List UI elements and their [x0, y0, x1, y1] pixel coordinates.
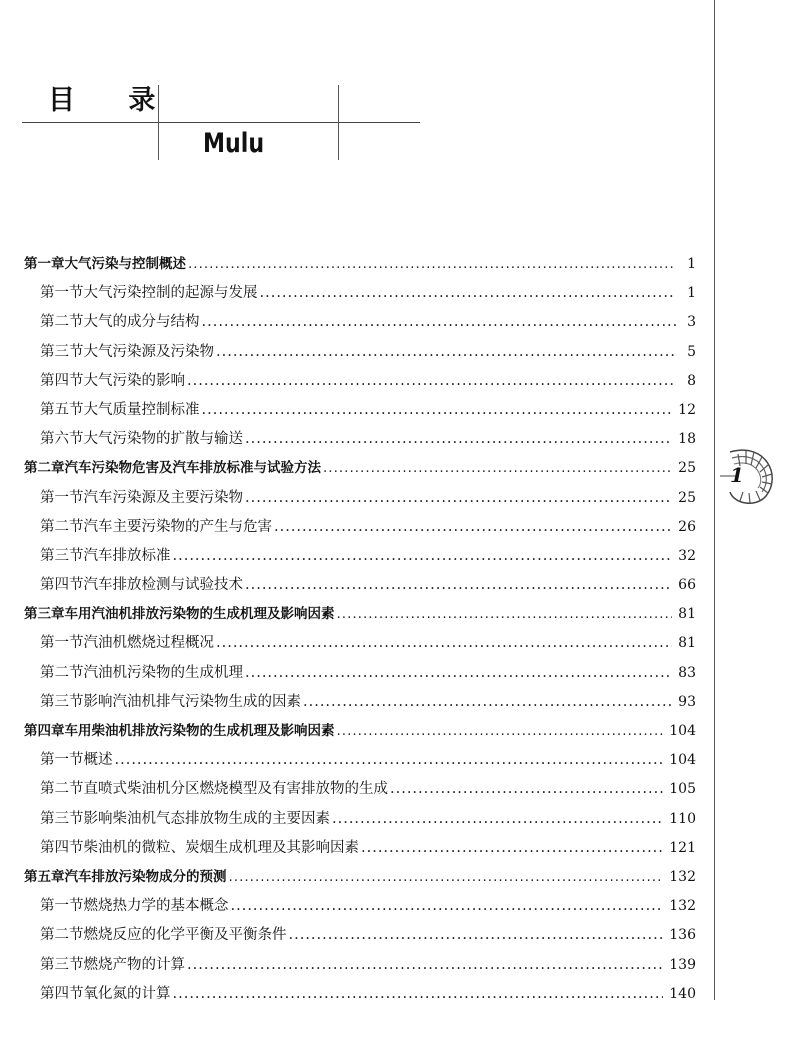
toc-section-entry[interactable] — [20, 513, 696, 542]
dot-leader — [274, 513, 672, 542]
toc-entry-title: 汽车污染物危害及汽车排放标准与试验方法 — [64, 460, 321, 477]
toc-entry-page: 136 — [669, 927, 696, 944]
toc-section-entry[interactable] — [20, 484, 696, 513]
toc-entry-page: 18 — [678, 431, 696, 448]
toc-section-entry[interactable] — [20, 396, 696, 425]
dot-leader — [202, 396, 673, 425]
shell-ornament-icon — [720, 450, 772, 503]
toc-entry-page: 81 — [678, 606, 696, 623]
toc-section-entry[interactable] — [20, 629, 696, 658]
page-title: 目 录 — [48, 85, 178, 116]
toc-entry-title: 汽车主要污染物的产生与危害 — [83, 518, 272, 535]
toc-entry-page: 132 — [669, 898, 696, 915]
dot-leader — [323, 454, 672, 483]
toc-entry-title: 汽油机燃烧过程概况 — [83, 635, 214, 652]
toc-entry-title: 概述 — [83, 752, 113, 769]
toc-entry-number: 第一章 — [24, 256, 65, 272]
toc-section-entry[interactable] — [20, 571, 696, 600]
toc-entry-title: 车用汽油机排放污染物的生成机理及影响因素 — [64, 606, 335, 623]
toc-section-entry[interactable] — [20, 775, 696, 804]
toc-entry-page: 25 — [678, 460, 696, 477]
toc-chapter-entry[interactable] — [20, 250, 696, 279]
toc-entry-page: 5 — [687, 343, 696, 360]
toc-entry-number: 第二节 — [40, 927, 84, 944]
dot-leader — [216, 629, 672, 658]
page-number-badge — [716, 446, 776, 506]
toc-entry-title: 大气的成分与结构 — [83, 314, 200, 331]
dot-leader — [245, 659, 672, 688]
toc-section-entry[interactable] — [20, 688, 696, 717]
toc-section-entry[interactable] — [20, 367, 696, 396]
page-subtitle: Mulu — [203, 128, 265, 159]
toc-entry-page: 132 — [669, 868, 696, 885]
dot-leader — [229, 863, 664, 892]
toc-entry-number: 第四节 — [40, 839, 84, 856]
toc-entry-page: 110 — [669, 810, 696, 827]
table-of-contents — [20, 250, 696, 1009]
toc-entry-number: 第一节 — [40, 898, 84, 915]
toc-entry-number: 第二节 — [40, 781, 84, 798]
dot-leader — [289, 921, 664, 950]
toc-entry-number: 第三节 — [40, 547, 84, 564]
toc-entry-title: 大气污染与控制概述 — [64, 256, 186, 272]
toc-section-entry[interactable] — [20, 308, 696, 337]
toc-entry-title: 汽车排放污染物成分的预测 — [64, 868, 227, 885]
toc-entry-number: 第二节 — [40, 664, 84, 681]
dot-leader — [216, 338, 676, 367]
dot-leader — [115, 746, 664, 775]
toc-entry-number: 第四节 — [40, 372, 84, 389]
toc-entry-number: 第三节 — [40, 956, 84, 973]
toc-entry-title: 氧化氮的计算 — [83, 985, 171, 1002]
toc-entry-number: 第一节 — [40, 752, 84, 769]
dot-leader — [303, 688, 672, 717]
toc-entry-page: 8 — [687, 372, 696, 389]
toc-entry-page: 104 — [669, 723, 696, 739]
toc-section-entry[interactable] — [20, 834, 696, 863]
toc-section-entry[interactable] — [20, 921, 696, 950]
toc-entry-page: 104 — [669, 752, 696, 769]
dot-leader — [245, 571, 672, 600]
toc-entry-title: 柴油机的微粒、炭烟生成机理及其影响因素 — [83, 839, 359, 856]
toc-chapter-entry[interactable] — [20, 600, 696, 629]
toc-entry-number: 第四章 — [24, 723, 65, 739]
toc-section-entry[interactable] — [20, 892, 696, 921]
toc-entry-title: 影响柴油机气态排放物生成的主要因素 — [83, 810, 330, 827]
toc-entry-title: 汽车排放标准 — [83, 547, 171, 564]
dot-leader — [337, 717, 664, 746]
toc-entry-number: 第五节 — [40, 401, 84, 418]
toc-entry-page: 93 — [678, 693, 696, 710]
dot-leader — [188, 250, 676, 279]
toc-chapter-entry[interactable] — [20, 454, 696, 483]
toc-entry-number: 第一节 — [40, 489, 84, 506]
toc-entry-title: 车用柴油机排放污染物的生成机理及影响因素 — [64, 723, 335, 739]
toc-entry-page: 121 — [669, 839, 696, 856]
toc-section-entry[interactable] — [20, 542, 696, 571]
toc-entry-page: 12 — [678, 401, 696, 418]
toc-section-entry[interactable] — [20, 805, 696, 834]
toc-entry-page: 140 — [669, 985, 696, 1002]
dot-leader — [173, 980, 664, 1009]
dot-leader — [260, 279, 677, 308]
toc-entry-title: 直喷式柴油机分区燃烧模型及有害排放物的生成 — [83, 781, 388, 798]
header-divider-right — [338, 85, 339, 160]
toc-entry-page: 66 — [678, 577, 696, 594]
dot-leader — [202, 308, 677, 337]
page-edge-rule — [714, 0, 715, 1000]
toc-entry-number: 第一节 — [40, 285, 84, 302]
toc-entry-title: 汽车排放检测与试验技术 — [83, 577, 243, 594]
dot-leader — [231, 892, 664, 921]
dot-leader — [361, 834, 663, 863]
toc-entry-page: 25 — [678, 489, 696, 506]
toc-entry-number: 第一节 — [40, 635, 84, 652]
toc-entry-title: 燃烧反应的化学平衡及平衡条件 — [83, 927, 287, 944]
toc-entry-number: 第四节 — [40, 577, 84, 594]
toc-entry-page: 32 — [678, 547, 696, 564]
toc-chapter-entry[interactable] — [20, 863, 696, 892]
toc-entry-number: 第五章 — [24, 868, 65, 885]
toc-entry-page: 139 — [669, 956, 696, 973]
toc-section-entry[interactable] — [20, 659, 696, 688]
toc-section-entry[interactable] — [20, 980, 696, 1009]
toc-entry-number: 第四节 — [40, 985, 84, 1002]
toc-entry-page: 1 — [687, 285, 696, 302]
toc-chapter-entry[interactable] — [20, 717, 696, 746]
toc-entry-title: 影响汽油机排气污染物生成的因素 — [83, 693, 301, 710]
toc-entry-title: 燃烧产物的计算 — [83, 956, 185, 973]
toc-entry-number: 第二节 — [40, 314, 84, 331]
page-number: 1 — [730, 463, 744, 487]
dot-leader — [187, 367, 676, 396]
toc-entry-number: 第三节 — [40, 693, 84, 710]
toc-entry-number: 第六节 — [40, 431, 84, 448]
dot-leader — [332, 805, 663, 834]
toc-entry-page: 105 — [669, 781, 696, 798]
dot-leader — [173, 542, 673, 571]
toc-entry-page: 3 — [687, 314, 696, 331]
dot-leader — [337, 600, 673, 629]
dot-leader — [187, 951, 663, 980]
toc-entry-page: 26 — [678, 518, 696, 535]
dot-leader — [245, 484, 672, 513]
toc-entry-number: 第三节 — [40, 343, 84, 360]
toc-entry-title: 汽油机污染物的生成机理 — [83, 664, 243, 681]
toc-entry-number: 第二章 — [24, 460, 65, 477]
toc-section-entry[interactable] — [20, 425, 696, 454]
toc-entry-page: 1 — [687, 256, 696, 272]
toc-section-entry[interactable] — [20, 746, 696, 775]
toc-entry-number: 第三节 — [40, 810, 84, 827]
toc-entry-title: 大气污染源及污染物 — [83, 343, 214, 360]
toc-entry-title: 大气污染的影响 — [83, 372, 185, 389]
toc-entry-title: 燃烧热力学的基本概念 — [83, 898, 229, 915]
toc-entry-page: 81 — [678, 635, 696, 652]
toc-section-entry[interactable] — [20, 951, 696, 980]
toc-section-entry[interactable] — [20, 338, 696, 367]
toc-entry-title: 大气污染物的扩散与输送 — [83, 431, 243, 448]
toc-entry-title: 大气质量控制标准 — [83, 401, 200, 418]
toc-entry-number: 第三章 — [24, 606, 65, 623]
toc-section-entry[interactable] — [20, 279, 696, 308]
dot-leader — [245, 425, 672, 454]
header-rule — [22, 122, 420, 123]
toc-entry-title: 汽车污染源及主要污染物 — [83, 489, 243, 506]
toc-entry-title: 大气污染控制的起源与发展 — [83, 285, 258, 302]
toc-entry-page: 83 — [678, 664, 696, 681]
toc-entry-number: 第二节 — [40, 518, 84, 535]
dot-leader — [390, 775, 663, 804]
